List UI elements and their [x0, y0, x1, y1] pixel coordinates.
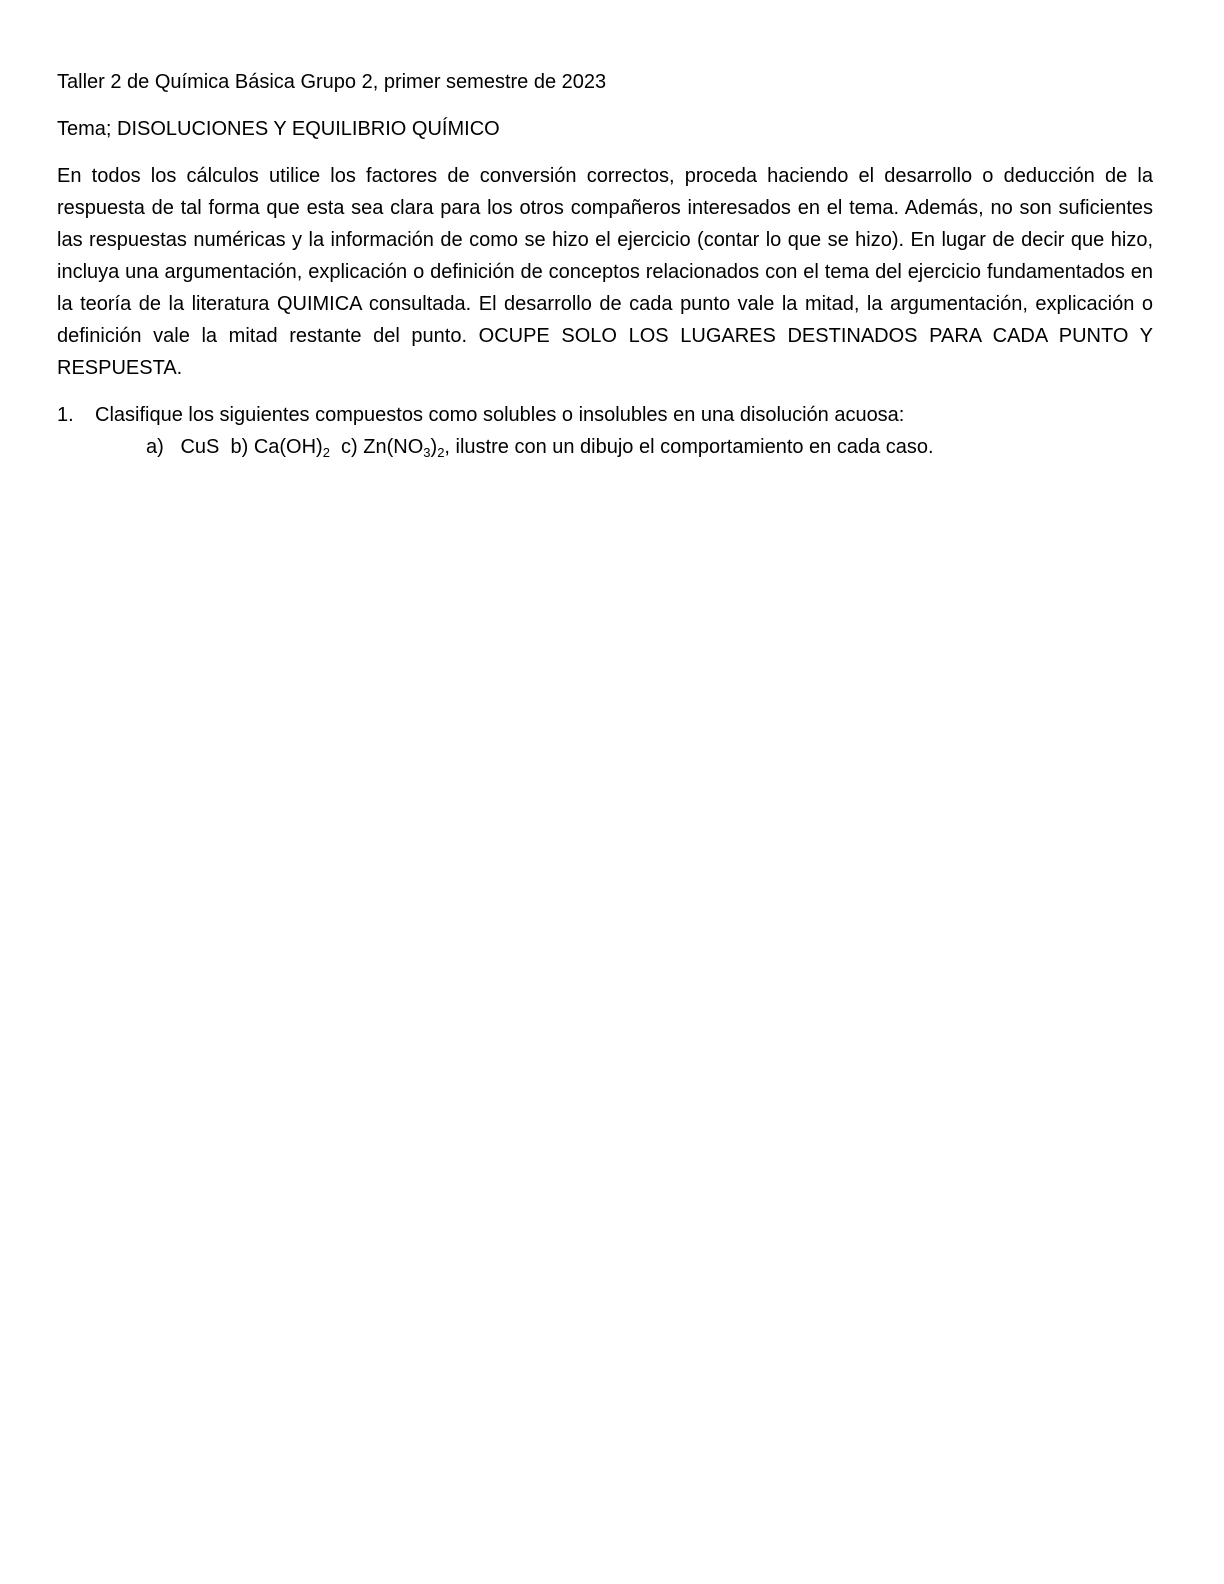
question-1-compounds-line — [57, 431, 1153, 463]
question-1-text: Clasifique los siguientes compuestos como solubles o insolubles en una disolución acuosa: — [95, 404, 905, 426]
compound-subscript: 2 — [322, 445, 330, 460]
compounds-segment: , ilustre con un dibujo el comportamiento en cada caso. — [444, 436, 934, 458]
compound-subscript: 3 — [423, 445, 431, 460]
topic-line: Tema; DISOLUCIONES Y EQUILIBRIO QUÍMICO — [57, 118, 500, 140]
compounds-segment: ) — [430, 436, 438, 458]
compound-subscript: 2 — [437, 445, 445, 460]
compounds-segment: c) Zn(NO — [329, 436, 424, 458]
question-1-number: 1. — [57, 404, 74, 426]
compounds-segment: a) CuS b) Ca(OH) — [146, 436, 323, 458]
document-title: Taller 2 de Química Básica Grupo 2, primer semestre de 2023 — [57, 71, 607, 93]
question-1 — [57, 399, 1153, 463]
instructions-paragraph: En todos los cálculos utilice los factores de conversión correctos, proceda haciendo el desarrollo o deducción de la respuesta de tal forma que esta sea clara para los otros compañeros interesados en el tema. Además, no son suficientes las respuestas numéricas y la información de como se hizo el ejercicio (contar lo que se hizo). En lugar de decir que hizo, incluya una argumentación, explicación o definición de conceptos relacionados con el tema del ejercicio fundamentados en la teoría de la literatura QUIMICA consultada. El desarrollo de cada punto vale la mitad, la argumentación, explicación o definición vale la mitad restante del punto. OCUPE SOLO LOS LUGARES DESTINADOS PARA CADA PUNTO Y RESPUESTA. — [57, 165, 1153, 379]
question-1-statement — [57, 399, 1153, 431]
